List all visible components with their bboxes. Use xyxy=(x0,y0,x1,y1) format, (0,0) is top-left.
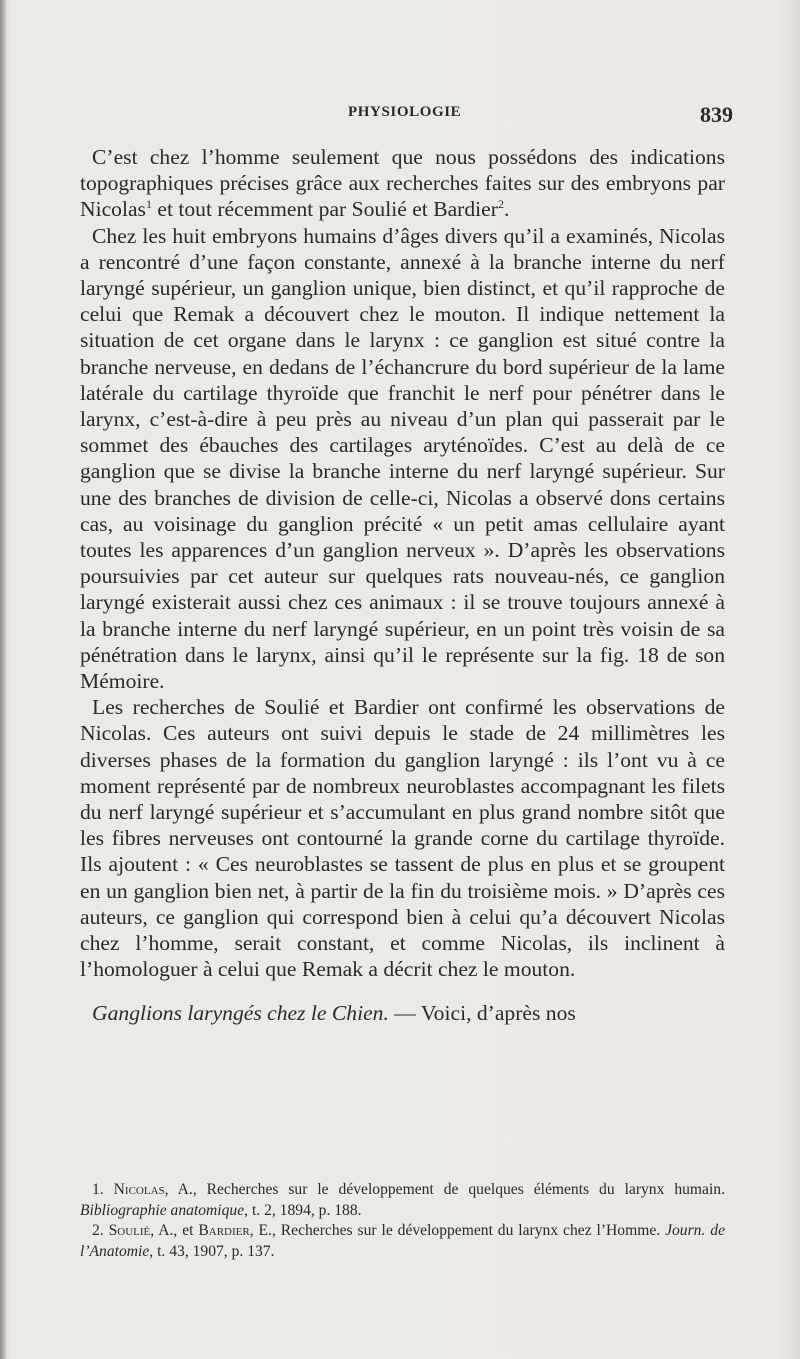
footnotes xyxy=(80,1180,725,1262)
footnote-2: 2. Soulié, A., et Bardier, E., Recherches sur le développement du larynx chez l’Homme. Journ. de l’Anatomie, t. 43, 1907, p. 137. xyxy=(80,1222,725,1260)
paragraph-3: Les recherches de Soulié et Bardier ont confirmé les observations de Nicolas. Ces auteurs ont suivi depuis le stade de 24 millimètres les diverses phases de la formation du ganglion laryngé : ils l’ont vu à ce moment représenté par de nombreux neuroblastes accompagnant les filets du nerf laryngé supérieur et s’accumulant en plus grand nombre sitôt que les fibres nerveuses ont contourné la grande corne du cartilage thyroïde. Ils ajoutent : « Ces neuroblastes se tassent de plus en plus et se groupent en un ganglion bien net, à partir de la fin du troisième mois. » D’après ces auteurs, ce ganglion qui correspond bien à celui qu’a découvert Nicolas chez l’homme, serait constant, et comme Nicolas, ils inclinent à l’homologuer à celui que Remak a décrit chez le mouton. xyxy=(80,695,725,982)
footnote-1: 1. Nicolas, A., Recherches sur le développement de quelques éléments du larynx humain. Bibliographie anatomique, t. 2, 1894, p. 188. xyxy=(80,1181,726,1219)
footnote-ref-1: 1 xyxy=(145,197,152,212)
body-text xyxy=(80,144,725,1026)
page-binding-edge xyxy=(0,0,6,1359)
paragraph-2: Chez les huit embryons humains d’âges divers qu’il a examinés, Nicolas a rencontré d’une façon constante, annexé à la branche interne du nerf laryngé supérieur, un ganglion unique, bien distinct, et qu’il rapproche de celui que Remak a découvert chez le mouton. Il indique nettement la situation de cet organe dans le larynx : ce ganglion est situé contre la branche nerveuse, en dedans de l’échancrure du bord supérieur de la lame latérale du cartilage thyroïde que franchit le nerf pour pénétrer dans le larynx, c’est-à-dire à peu près au niveau d’un plan qui passerait par le sommet des ébauches des cartilages aryténoïdes. C’est au delà de ce ganglion que se divise la branche interne du nerf laryngé supérieur. Sur une des branches de division de celle-ci, Nicolas a observé dons certains cas, au voisinage du ganglion précité « un petit amas cellulaire ayant toutes les apparences d’un ganglion nerveux ». D’après les observations poursuivies par cet auteur sur quelques rats nouveau-nés, ce ganglion laryngé existerait aussi chez ces animaux : il se trouve toujours annexé à la branche interne du nerf laryngé supérieur, en un point très voisin de sa pénétration dans le larynx, ainsi qu’il le représente sur la fig. 18 de son Mémoire. xyxy=(80,223,725,694)
section-heading: Ganglions laryngés chez le Chien. xyxy=(92,1000,389,1025)
section-paragraph xyxy=(80,1000,725,1026)
footnote-ref-2: 2 xyxy=(497,197,504,212)
page-header xyxy=(0,102,800,128)
page-number: 839 xyxy=(700,102,733,127)
section-text: — Voici, d’après nos xyxy=(388,1000,576,1025)
running-title: PHYSIOLOGIE xyxy=(348,104,462,120)
paragraph-1: C’est chez l’homme seulement que nous possédons des indications topographiques précises grâce aux recherches faites sur des embryons par Nicolas$^1$ et tout récemment par Soulié et Bardier$^2$. xyxy=(80,145,725,222)
